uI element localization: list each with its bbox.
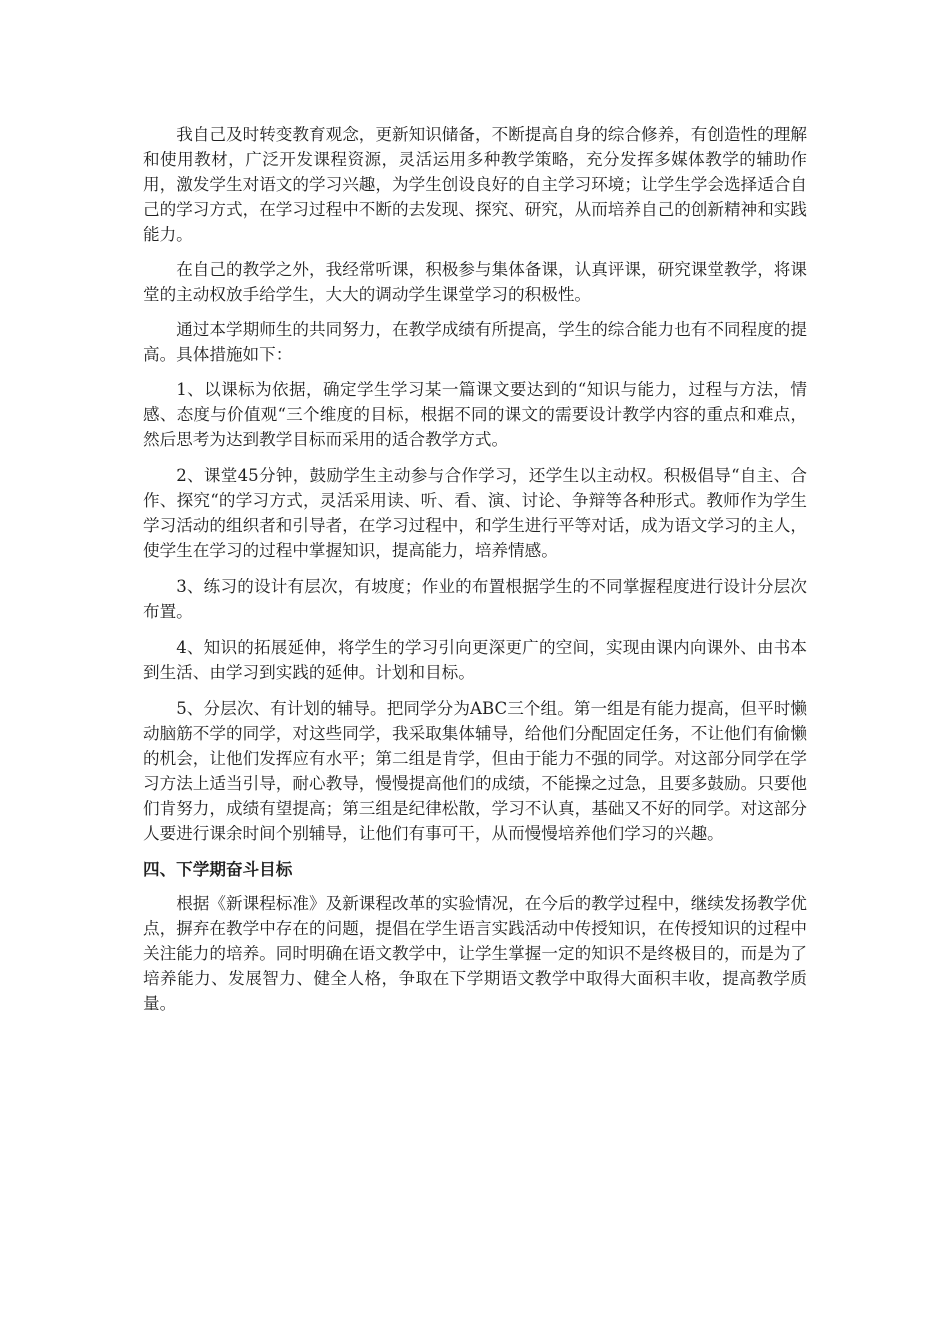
measure-item-3: 3、练习的设计有层次，有坡度；作业的布置根据学生的不同掌握程度进行设计分层次布置。: [143, 577, 807, 621]
measure-item-2: 2、课堂45分钟，鼓励学生主动参与合作学习，还学生以主动权。积极倡导“自主、合作、探究“的学习方式，灵活采用读、听、看、演、讨论、争辩等各种形式。教师作为学生学习活动的组织者和引导者，在学习过程中，和学生进行平等对话，成为语文学习的主人，使学生在学习的过程中掌握知识，提高能力，培养情感。: [143, 466, 807, 560]
paragraph-results-intro: 通过本学期师生的共同努力，在教学成绩有所提高，学生的综合能力也有不同程度的提高。具体措施如下：: [143, 320, 807, 364]
paragraph-lesson-observation: 在自己的教学之外，我经常听课，积极参与集体备课，认真评课，研究课堂教学，将课堂的主动权放手给学生，大大的调动学生课堂学习的积极性。: [143, 260, 807, 304]
measure-item-1: 1、以课标为依据，确定学生学习某一篇课文要达到的“知识与能力，过程与方法，情感、态度与价值观“三个维度的目标，根据不同的课文的需要设计教学内容的重点和难点，然后思考为达到教学目标而采用的适合教学方式。: [143, 380, 807, 449]
measure-item-4: 4、知识的拓展延伸，将学生的学习引向更深更广的空间，实现由课内向课外、由书本到生活、由学习到实践的延伸。计划和目标。: [143, 638, 807, 682]
measure-item-5: 5、分层次、有计划的辅导。把同学分为ABC三个组。第一组是有能力提高，但平时懒动脑筋不学的同学，对这些同学，我采取集体辅导，给他们分配固定任务，不让他们有偷懒的机会，让他们发挥应有水平；第二组是肯学，但由于能力不强的同学。对这部分同学在学习方法上适当引导，耐心教导，慢慢提高他们的成绩，不能操之过急，且要多鼓励。只要他们肯努力，成绩有望提高；第三组是纪律松散，学习不认真，基础又不好的同学。对这部分人要进行课余时间个别辅导，让他们有事可干，从而慢慢培养他们学习的兴趣。: [143, 699, 807, 843]
paragraph-next-term-goals: 根据《新课程标准》及新课程改革的实验情况，在今后的教学过程中，继续发扬教学优点，摒弃在教学中存在的问题，提倡在学生语言实践活动中传授知识，在传授知识的过程中关注能力的培养。同时明确在语文教学中，让学生掌握一定的知识不是终极目的，而是为了培养能力、发展智力、健全人格，争取在下学期语文教学中取得大面积丰收，提高教学质量。: [143, 894, 807, 1013]
section-heading: 四、下学期奋斗目标: [143, 860, 293, 879]
paragraph-teaching-concept: 我自己及时转变教育观念，更新知识储备，不断提高自身的综合修养，有创造性的理解和使用教材，广泛开发课程资源，灵活运用多种教学策略，充分发挥多媒体教学的辅助作用，激发学生对语文的学习兴趣，为学生创设良好的自主学习环境；让学生学会选择适合自己的学习方式，在学习过程中不断的去发现、探究、研究，从而培养自己的创新精神和实践能力。: [143, 125, 807, 244]
document-page: [143, 122, 807, 1026]
